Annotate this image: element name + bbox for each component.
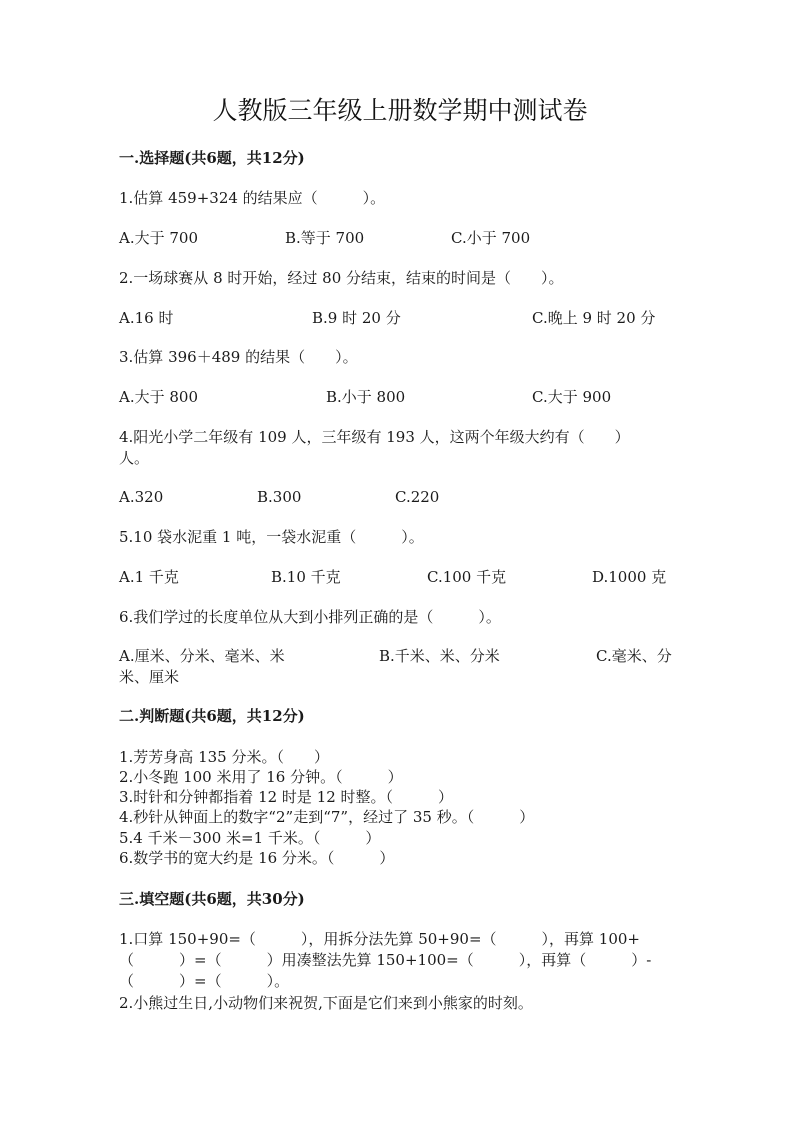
q1-option-b: B.等于 700 <box>285 229 365 247</box>
document-title: 人教版三年级上册数学期中测试卷 <box>212 96 588 125</box>
q6-option-c-continued: 米、厘米 <box>119 668 180 686</box>
q1-option-c: C.小于 700 <box>451 229 531 247</box>
q6-option-c: C.毫米、分 <box>596 647 672 665</box>
section-heading-choice: 一.选择题(共6题，共12分) <box>119 149 305 167</box>
tf-item-1: 1.芳芳身高 135 分米。（ ） <box>119 748 329 766</box>
question-1-stem: 1.估算 459+324 的结果应（ ）。 <box>119 189 386 207</box>
fill-line-4: 2.小熊过生日,小动物们来祝贺,下面是它们来到小熊家的时刻。 <box>119 994 533 1012</box>
q2-option-b: B.9 时 20 分 <box>312 309 401 327</box>
tf-item-2: 2.小冬跑 100 米用了 16 分钟。（ ） <box>119 768 403 786</box>
q2-option-a: A.16 时 <box>119 309 174 327</box>
q5-option-a: A.1 千克 <box>119 568 179 586</box>
tf-item-3: 3.时针和分钟都指着 12 时是 12 时整。（ ） <box>119 788 454 806</box>
q5-option-d: D.1000 克 <box>592 568 667 586</box>
question-6-stem: 6.我们学过的长度单位从大到小排列正确的是（ ）。 <box>119 608 501 626</box>
q3-option-a: A.大于 800 <box>119 388 198 406</box>
question-3-stem: 3.估算 396＋489 的结果（ ）。 <box>119 348 358 366</box>
q4-option-b: B.300 <box>257 488 302 506</box>
section-heading-true-false: 二.判断题(共6题，共12分) <box>119 707 305 725</box>
q5-option-b: B.10 千克 <box>271 568 341 586</box>
q6-option-a: A.厘米、分米、毫米、米 <box>119 647 285 665</box>
q4-option-a: A.320 <box>119 488 164 506</box>
tf-item-4: 4.秒针从钟面上的数字“2”走到“7”，经过了 35 秒。（ ） <box>119 808 535 826</box>
fill-line-1: 1.口算 150+90=（ ），用拆分法先算 50+90=（ ），再算 100+ <box>119 930 640 948</box>
section-heading-fill-blank: 三.填空题(共6题，共30分) <box>119 890 305 908</box>
tf-item-5: 5.4 千米－300 米=1 千米。（ ） <box>119 829 381 847</box>
fill-line-2: （ ）=（ ）用凑整法先算 150+100=（ ），再算（ ）- <box>119 951 652 969</box>
fill-line-3: （ ）=（ ）。 <box>119 972 290 990</box>
question-5-stem: 5.10 袋水泥重 1 吨，一袋水泥重（ ）。 <box>119 528 424 546</box>
question-2-stem: 2.一场球赛从 8 时开始，经过 80 分结束，结束的时间是（ ）。 <box>119 269 564 287</box>
q5-option-c: C.100 千克 <box>427 568 507 586</box>
q3-option-c: C.大于 900 <box>532 388 612 406</box>
q1-option-a: A.大于 700 <box>119 229 198 247</box>
q2-option-c: C.晚上 9 时 20 分 <box>532 309 656 327</box>
question-4-stem-continued: 人。 <box>119 449 150 467</box>
q4-option-c: C.220 <box>395 488 440 506</box>
tf-item-6: 6.数学书的宽大约是 16 分米。（ ） <box>119 849 395 867</box>
q6-option-b: B.千米、米、分米 <box>379 647 500 665</box>
q3-option-b: B.小于 800 <box>326 388 406 406</box>
question-4-stem: 4.阳光小学二年级有 109 人，三年级有 193 人，这两个年级大约有（ ） <box>119 428 630 446</box>
